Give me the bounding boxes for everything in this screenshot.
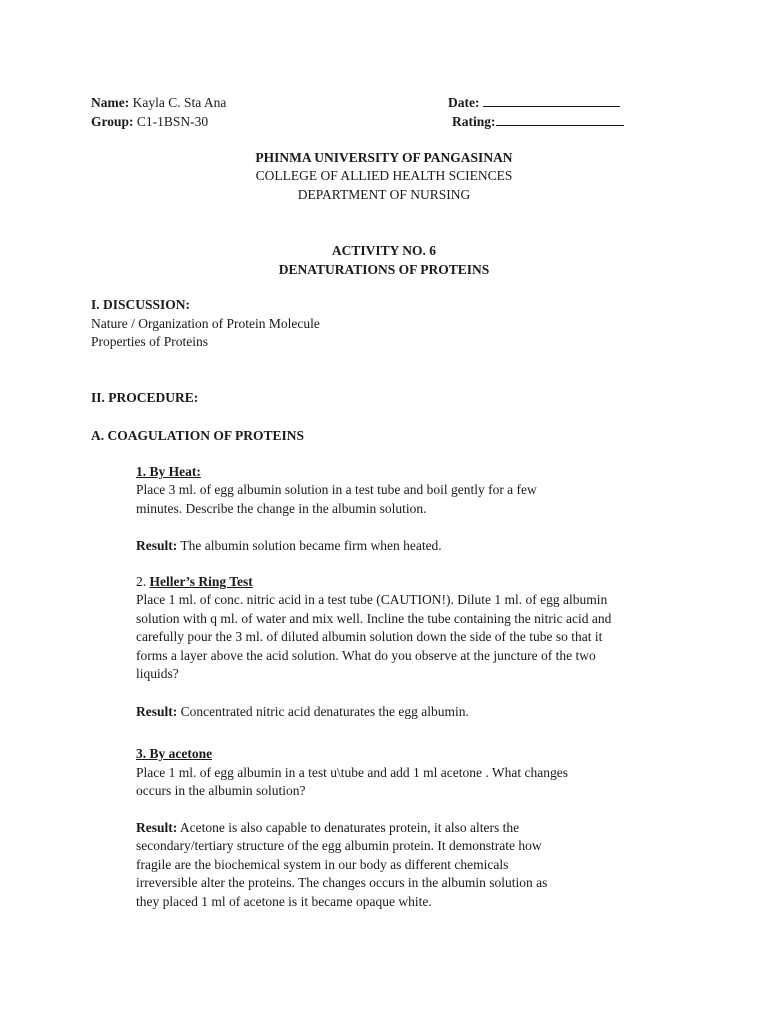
item2-result-label: Result: (136, 704, 178, 719)
item2-text-line: Place 1 ml. of conc. nitric acid in a test tube (CAUTION!). Dilute 1 ml. of egg albumin (136, 592, 608, 607)
discussion-line: Properties of Proteins (91, 334, 208, 349)
rating-field (452, 113, 624, 131)
group-label: Group: (91, 114, 134, 129)
activity-title: DENATURATIONS OF PROTEINS (278, 262, 490, 277)
item3-title: 3. By acetone (136, 746, 213, 761)
item2-title-text: Heller’s Ring Test (149, 574, 253, 589)
item3-result-line: fragile are the biochemical system in our body as different chemicals (136, 857, 509, 872)
procedure-heading: II. PROCEDURE: (91, 390, 199, 405)
rating-label: Rating: (452, 114, 496, 129)
item3-text-line: Place 1 ml. of egg albumin in a test u\tube and add 1 ml acetone . What changes (136, 765, 568, 780)
item3-result-line: secondary/tertiary structure of the egg albumin protein. It demonstrate how (136, 838, 542, 853)
college-name: COLLEGE OF ALLIED HEALTH SCIENCES (255, 168, 513, 183)
item3-result-line: they placed 1 ml of acetone is it became opaque white. (136, 894, 432, 909)
discussion-heading: I. DISCUSSION: (91, 297, 191, 312)
item1-result (136, 537, 442, 555)
item2-text-line: carefully pour the 3 ml. of diluted albumin solution down the side of the tube so that it (136, 629, 603, 644)
section-a-heading: A. COAGULATION OF PROTEINS (91, 428, 305, 443)
item2-text-line: forms a layer above the acid solution. What do you observe at the juncture of the two (136, 648, 596, 663)
item1-text-line: Place 3 ml. of egg albumin solution in a test tube and boil gently for a few (136, 482, 537, 497)
item3-result-text: Acetone is also capable to denaturates protein, it also alters the (179, 820, 520, 835)
item1-result-text: The albumin solution became firm when heated. (180, 538, 442, 553)
item3-result-line: irreversible alter the proteins. The changes occurs in the albumin solution as (136, 875, 548, 890)
name-field (91, 94, 226, 112)
rating-blank-line (496, 113, 624, 126)
group-field (91, 113, 208, 131)
item2-number: 2. (136, 574, 147, 589)
name-value: Kayla C. Sta Ana (132, 95, 227, 110)
discussion-line: Nature / Organization of Protein Molecule (91, 316, 320, 331)
date-blank-line (483, 94, 620, 107)
item1-title: 1. By Heat: (136, 464, 201, 479)
item2-text-line: solution with q ml. of water and mix well. Incline the tube containing the nitric acid and (136, 611, 612, 626)
item2-title (136, 573, 253, 591)
item2-result (136, 703, 469, 721)
university-name: PHINMA UNIVERSITY OF PANGASINAN (255, 150, 513, 165)
item1-result-label: Result: (136, 538, 178, 553)
date-field (448, 94, 620, 112)
item3-result (136, 819, 519, 837)
item2-result-text: Concentrated nitric acid denaturates the egg albumin. (180, 704, 469, 719)
item1-text-line: minutes. Describe the change in the albumin solution. (136, 501, 427, 516)
department-name: DEPARTMENT OF NURSING (297, 187, 471, 202)
activity-number: ACTIVITY NO. 6 (331, 243, 437, 258)
name-label: Name: (91, 95, 130, 110)
item2-text-line: liquids? (136, 666, 179, 681)
item3-result-label: Result: (136, 820, 178, 835)
date-label: Date: (448, 95, 480, 110)
group-value: C1-1BSN-30 (136, 114, 209, 129)
item3-text-line: occurs in the albumin solution? (136, 783, 306, 798)
